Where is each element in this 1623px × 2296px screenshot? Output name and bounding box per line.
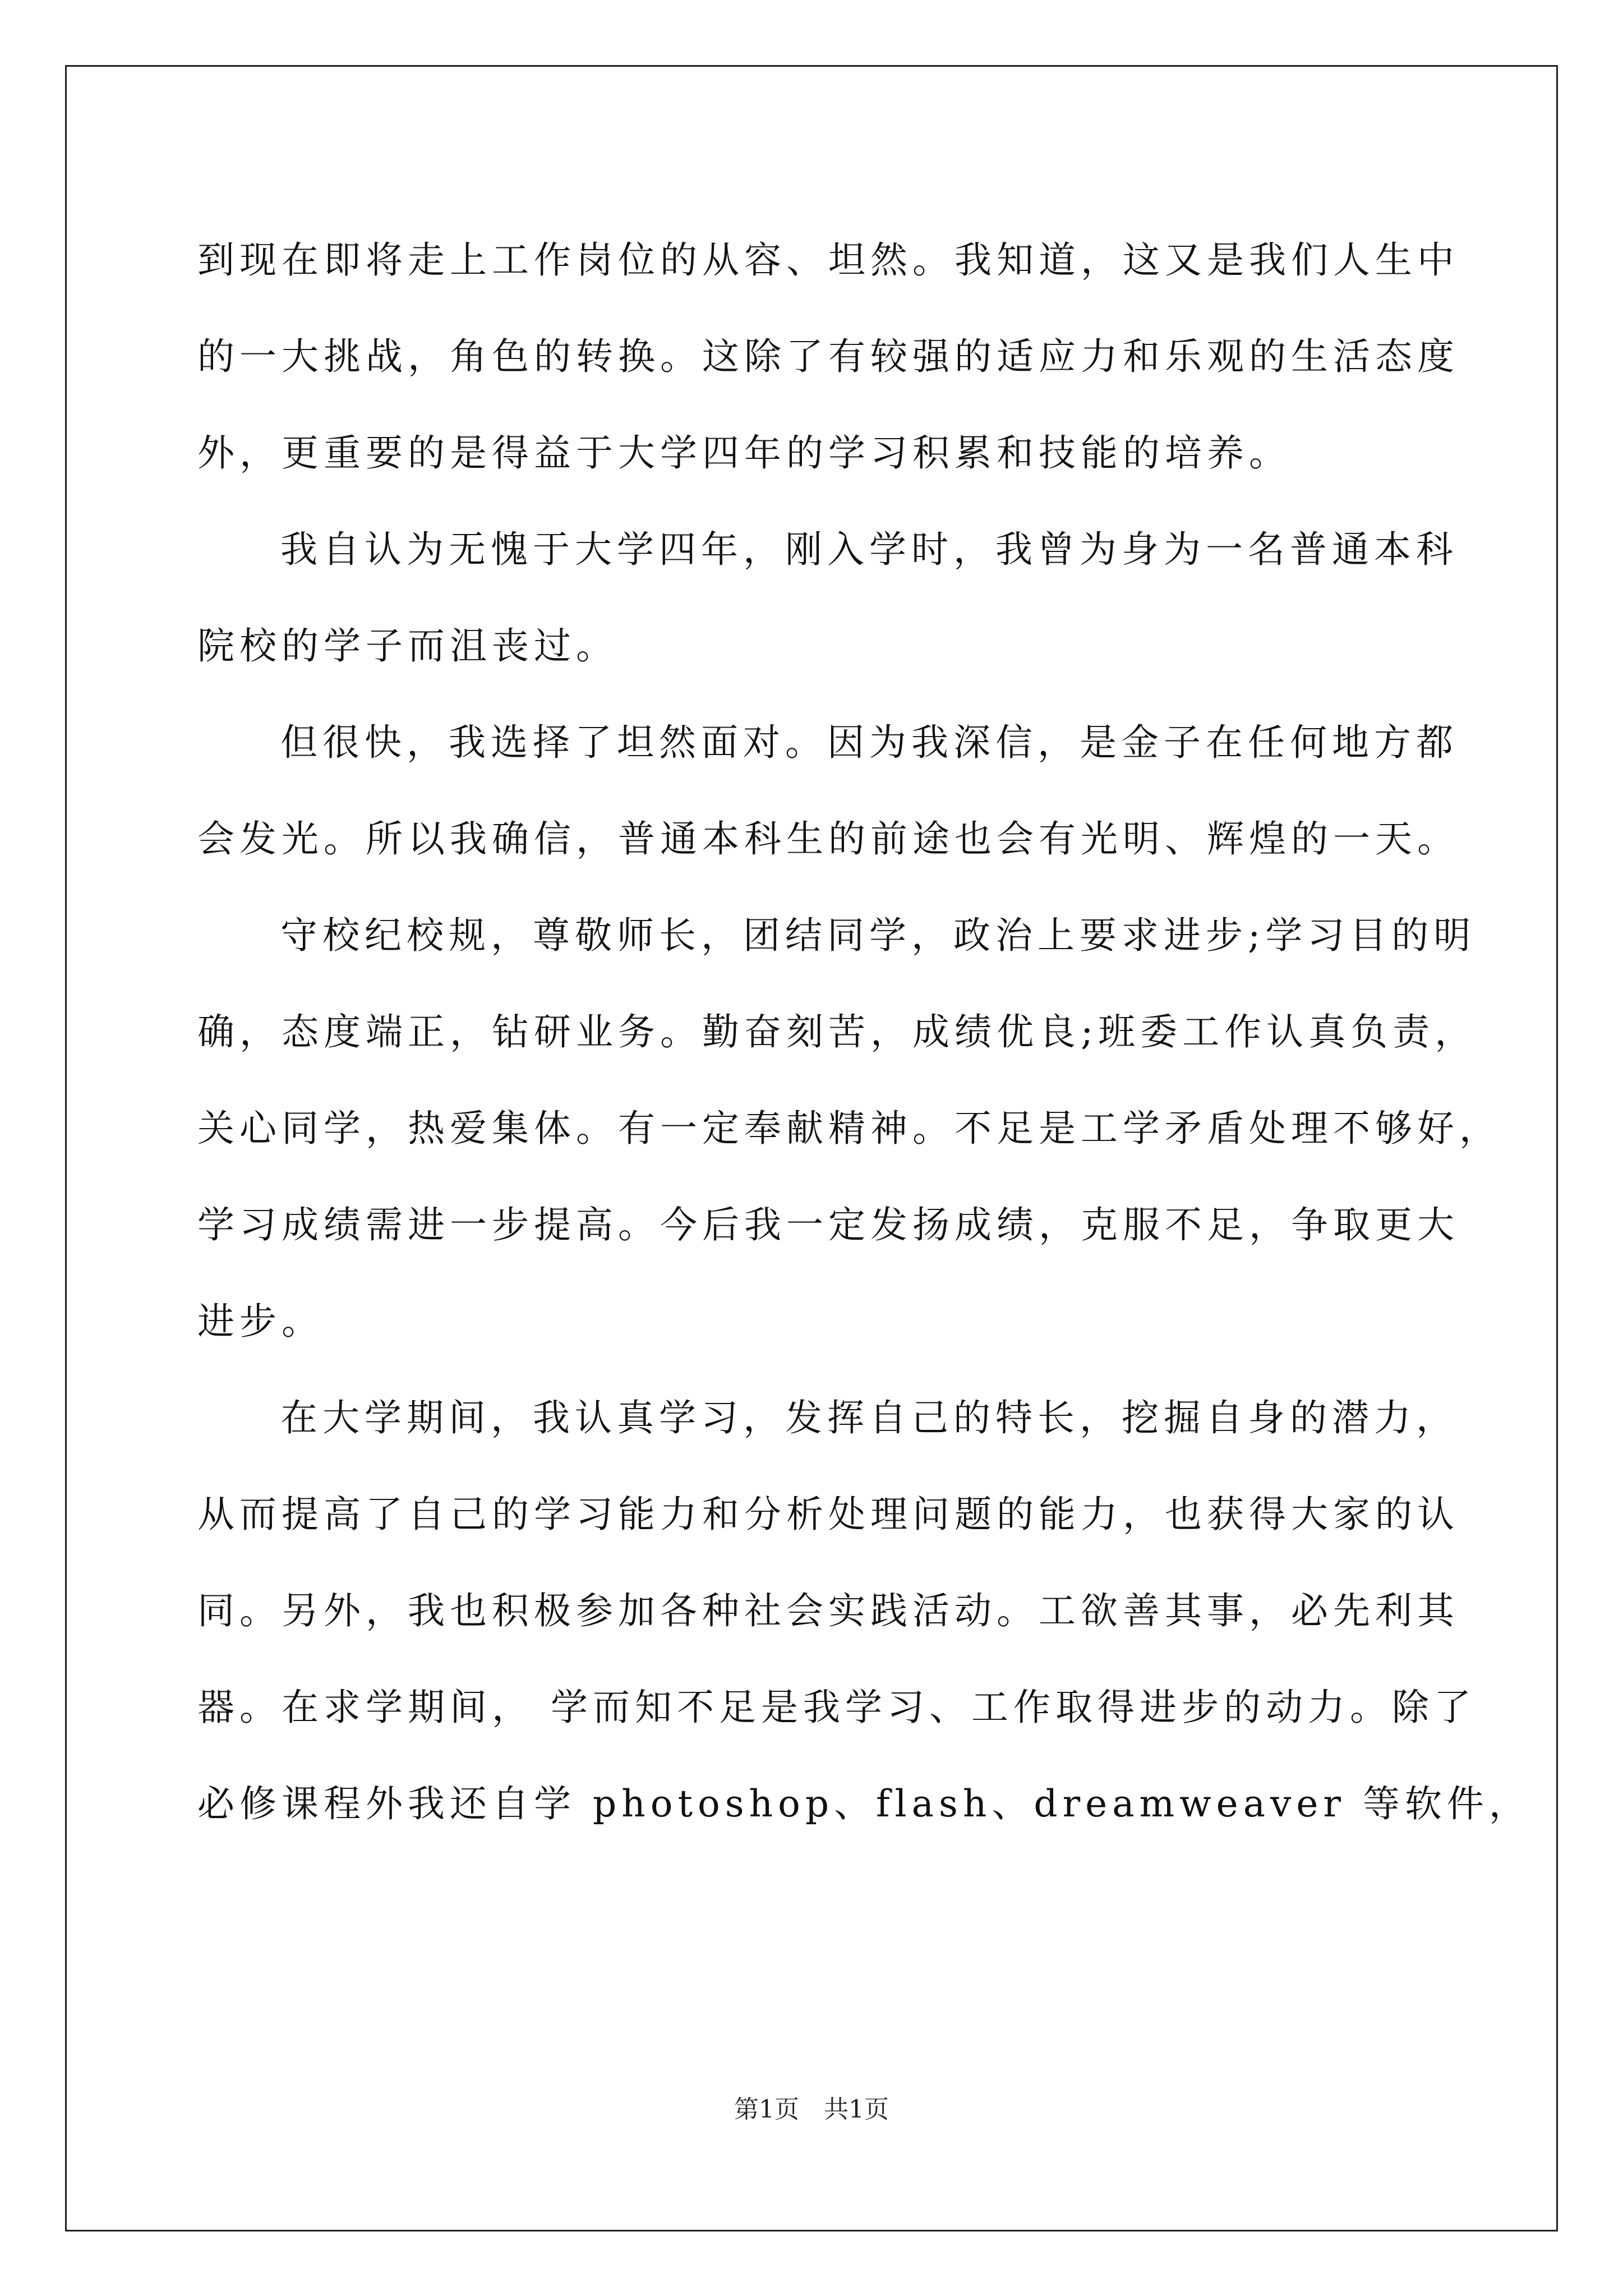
- text-line: 院校的学子而沮丧过。: [197, 624, 618, 668]
- text-line: 器。在求学期间， 学而知不足是我学习、工作取得进步的动力。除了: [197, 1686, 1476, 1729]
- text-line: 必修课程外我还自学 photoshop、flash、dreamweaver 等软件，: [197, 1782, 1531, 1825]
- text-line: 在大学期间，我认真学习，发挥自己的特长，挖掘自身的潜力，: [280, 1396, 1458, 1439]
- text-line: 进步。: [197, 1300, 324, 1343]
- text-line: 学习成绩需进一步提高。今后我一定发扬成绩，克服不足，争取更大: [197, 1203, 1459, 1246]
- text-line: 的一大挑战，角色的转换。这除了有较强的适应力和乐观的生活态度: [197, 335, 1459, 378]
- text-line: 守校纪校规，尊敬师长，团结同学，政治上要求进步;学习目的明: [280, 914, 1476, 957]
- text-line: 但很快，我选择了坦然面对。因为我深信，是金子在任何地方都: [280, 721, 1458, 764]
- page-number: 第1页 共1页: [734, 2095, 889, 2124]
- text-line: 我自认为无愧于大学四年，刚入学时，我曾为身为一名普通本科: [280, 528, 1458, 571]
- text-line: 外，更重要的是得益于大学四年的学习积累和技能的培养。: [197, 431, 1291, 475]
- text-line: 到现在即将走上工作岗位的从容、坦然。我知道，这又是我们人生中: [197, 238, 1459, 282]
- text-line: 关心同学，热爱集体。有一定奉献精神。不足是工学矛盾处理不够好，: [197, 1107, 1501, 1150]
- text-line: 从而提高了自己的学习能力和分析处理问题的能力，也获得大家的认: [197, 1493, 1459, 1536]
- document-body: [197, 212, 1531, 1852]
- text-line: 会发光。所以我确信，普通本科生的前途也会有光明、辉煌的一天。: [197, 817, 1459, 861]
- text-line: 确，态度端正，钻研业务。勤奋刻苦，成绩优良;班委工作认真负责，: [197, 1010, 1477, 1053]
- text-line: 同。另外，我也积极参加各种社会实践活动。工欲善其事，必先利其: [197, 1589, 1459, 1632]
